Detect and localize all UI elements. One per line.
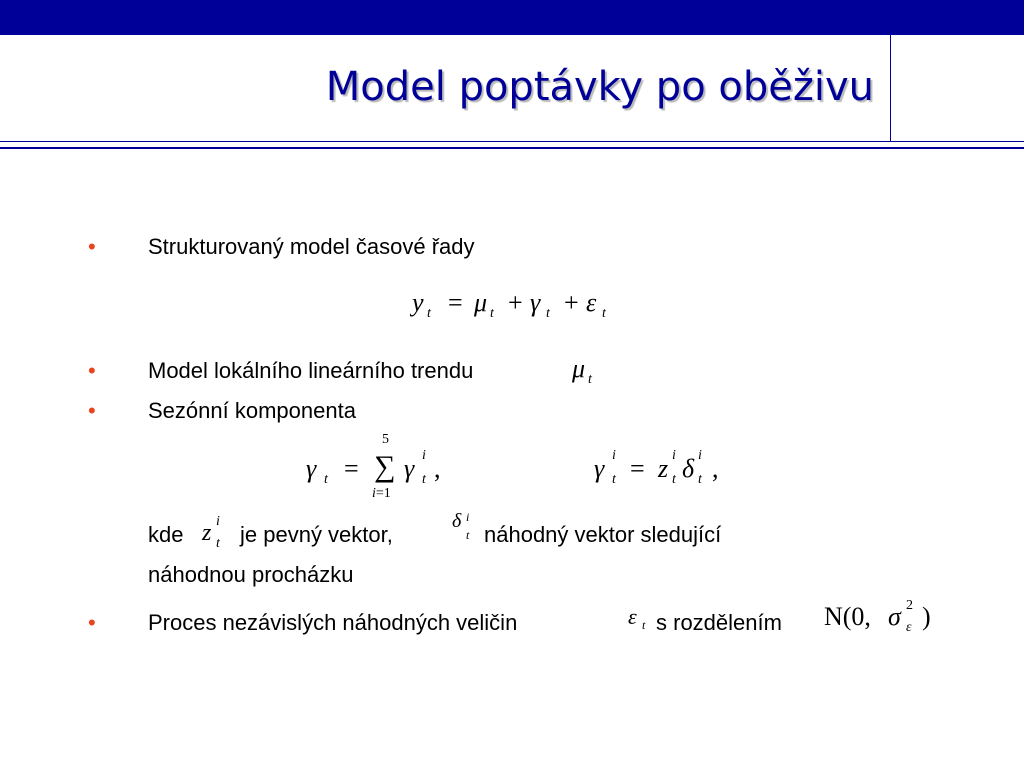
- bullet-marker: •: [88, 610, 96, 635]
- equation-seasonal-sum: γ t = 5 ∑ i=1 γ i t ,: [306, 432, 441, 501]
- math-z-t-i: z i t: [202, 514, 220, 551]
- math-eps-t: ε t: [628, 604, 646, 632]
- slide-title: Model poptávky po oběživu: [325, 64, 874, 110]
- distribution-label: s rozdělením: [656, 610, 782, 635]
- title-divider-vertical: [890, 35, 891, 142]
- explanation-kde: kde: [148, 522, 184, 547]
- bullet-marker: •: [88, 358, 96, 383]
- bullet-structured-model: Strukturovaný model časové řady: [148, 234, 475, 259]
- bullet-seasonal: Sezónní komponenta: [148, 398, 356, 423]
- explanation-fixed-vector: je pevný vektor,: [240, 522, 393, 547]
- bullet-marker: •: [88, 398, 96, 423]
- equation-seasonal-component: γ i t = z i t δ i t ,: [594, 448, 719, 487]
- bullet-local-trend: Model lokálního lineárního trendu: [148, 358, 474, 383]
- equation-main: y t = μ t + γ t + ε t: [412, 288, 606, 321]
- bullet-marker: •: [88, 234, 96, 259]
- title-underline-thick: [0, 147, 1024, 149]
- title-underline-thin: [0, 141, 1024, 142]
- math-delta-t-i: δ i t: [452, 510, 470, 542]
- explanation-random-walk: náhodnou procházku: [148, 562, 354, 587]
- bullet-independent-process: Proces nezávislých náhodných veličin: [148, 610, 518, 635]
- math-normal-distribution: N(0, σ 2 ε ): [824, 598, 931, 635]
- top-bar: [0, 0, 1024, 35]
- math-mu-t: μ t: [572, 354, 592, 387]
- explanation-random-vector: náhodný vektor sledující: [484, 522, 722, 547]
